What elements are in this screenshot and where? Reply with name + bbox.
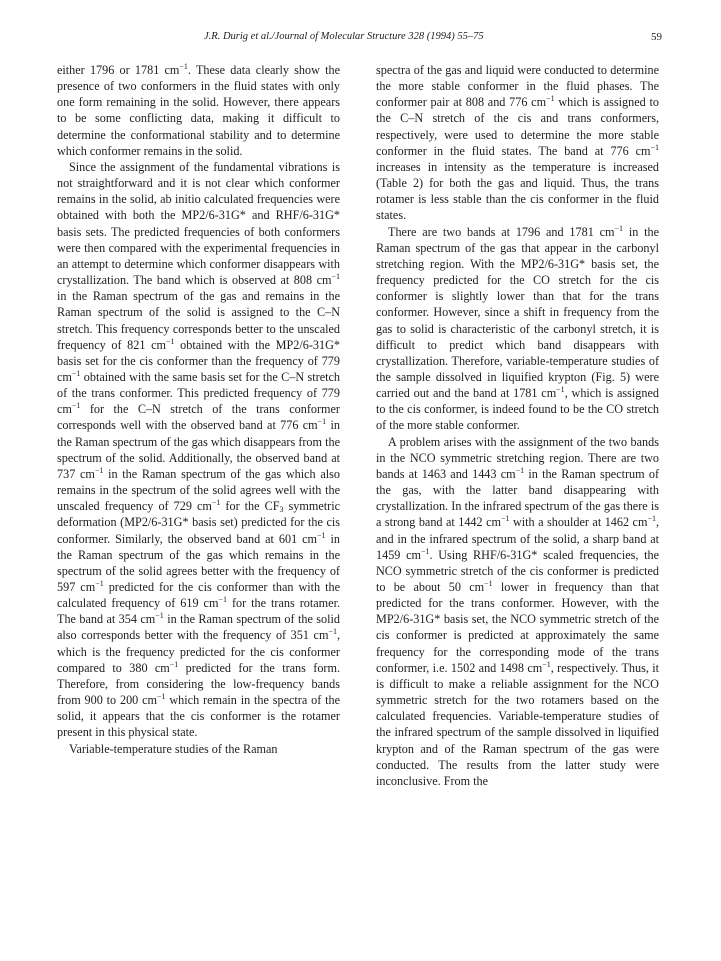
- paragraph: Since the assignment of the fundamental vibrations is not straightforward and it is not clear which conformer remains in the solid, ab initio calculated frequencies were obtained with both the MP2/6-31G* and RHF/6-31G* basis sets. The predicted frequencies of both conformers were then compared with the experimental frequencies in an attempt to determine which conformer disappears with crystallization. The band which is observed at 808 $cm^{-1}$ in the Raman spectrum of the gas and remains in the Raman spectrum of the solid is assigned to the C–N stretch. This frequency corresponds better to the unscaled frequency of 821 $cm^{-1}$ obtained with the MP2/6-31G* basis set for the cis conformer than the frequency of 779 $cm^{-1}$ obtained with the same basis set for the C–N stretch of the trans conformer. This predicted frequency of 779 $cm^{-1}$ for the C–N stretch of the trans conformer corresponds well with the observed band at 776 $cm^{-1}$ in the Raman spectrum of the gas which disappears from the spectrum of the solid. Additionally, the observed band at 737 $cm^{-1}$ in the Raman spectrum of the gas which also remains in the spectrum of the solid agrees well with the unscaled frequency of 729 $cm^{-1}$ for the $CF_3$ symmetric deformation (MP2/6-31G* basis set) predicted for the cis conformer. Similarly, the observed band at 601 $cm^{-1}$ in the Raman spectrum of the gas which remains in the spectrum of the solid agrees better with the frequency of 597 $cm^{-1}$ predicted for the cis conformer than with the calculated frequency of 619 $cm^{-1}$ for the trans rotamer. The band at 354 $cm^{-1}$ in the Raman spectrum of the solid also corresponds better with the frequency of 351 $cm^{-1}$, which is the frequency predicted for the cis conformer compared to 380 $cm^{-1}$ predicted for the trans form. Therefore, from considering the low-frequency bands from 900 to 200 $cm^{-1}$ which remain in the spectra of the solid, it appears that the cis conformer is the rotamer present in this physical state.: [57, 159, 341, 740]
- right-column: [376, 62, 659, 789]
- paragraph: Variable-temperature studies of the Raman: [69, 741, 278, 756]
- running-header: [64, 31, 662, 47]
- left-column: [57, 62, 340, 757]
- paragraph: either 1796 or 1781 $cm^{-1}$. These data clearly show the presence of two conformers in the fluid states with only one form remaining in the solid. However, there appears to be some conflicting data, making it difficult to determine the conformational stability and to determine which conformer remains in the solid.: [57, 62, 340, 158]
- paragraph: There are two bands at 1796 and 1781 $cm^{-1}$ in the Raman spectrum of the gas that appear in the carbonyl stretching region. With the MP2/6-31G* basis set, the frequency predicted for the CO stretch for the cis conformer is slightly lower than that for the trans conformer. However, since a shift in frequency from the gas to solid is characteristic of the carbonyl stretch, it is difficult to predict which band disappears with crystallization. Therefore, variable-temperature studies of the sample dissolved in liquified krypton (Fig. 5) were carried out and the band at 1781 $cm^{-1}$, which is assigned to the cis conformer, is indeed found to be the CO stretch of the more stable conformer.: [376, 223, 659, 433]
- journal-citation: J.R. Durig et al./Journal of Molecular Structure 328 (1994) 55–75: [204, 31, 484, 42]
- paragraph: A problem arises with the assignment of the two bands in the NCO symmetric stretching region. There are two bands at 1463 and 1443 $cm^{-1}$ in the Raman spectrum of the gas, with the latter band disappearing with crystallization. In the infrared spectrum of the gas there is a strong band at 1442 $cm^{-1}$ with a shoulder at 1462 $cm^{-1}$, and in the infrared spectrum of the solid, a sharp band at 1459 $cm^{-1}$. Using RHF/6-31G* scaled frequencies, the NCO symmetric stretch of the cis conformer is predicted to be about 50 $cm^{-1}$ lower in frequency than that predicted for the trans conformer. However, with the MP2/6-31G* basis set, the NCO symmetric stretch of the cis conformer is predicted at approximately the same frequency for the corresponding mode of the trans conformer, i.e. 1502 and 1498 $cm^{-1}$, respectively. Thus, it is difficult to make a reliable assignment for the NCO symmetric stretch for the two rotamers based on the calculated frequencies. Variable-temperature studies of the infrared spectrum of the sample dissolved in liquified krypton and of the Raman spectrum of the gas were conducted. The results from the latter study were inconclusive. From the: [376, 434, 660, 788]
- page-number: 59: [651, 31, 662, 43]
- paragraph: spectra of the gas and liquid were conducted to determine the more stable conformer in the fluid phases. The conformer pair at 808 and 776 $cm^{-1}$ which is assigned to the C–N stretch of the cis and trans conformers, respectively, were used to determine the more stable conformer in the fluid states. The band at 776 $cm^{-1}$ increases in intensity as the temperature is increased (Table 2) for both the gas and liquid. Thus, the trans rotamer is less stable than the cis conformer in the fluid states.: [376, 63, 659, 223]
